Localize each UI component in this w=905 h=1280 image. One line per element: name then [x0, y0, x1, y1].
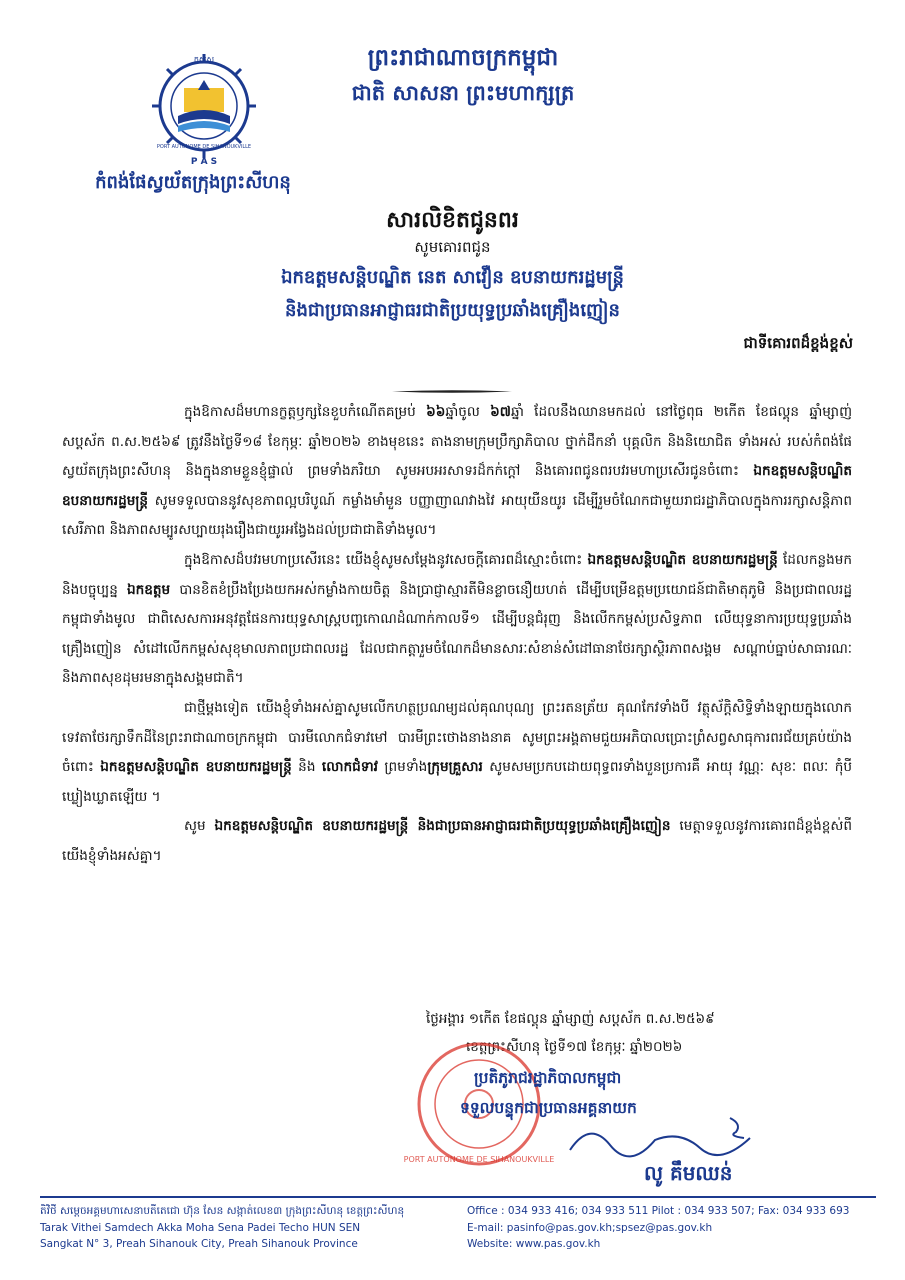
lunar-date: ថ្ងៃអង្គារ ១កើត ខែផល្គុន ឆ្នាំម្សាញ់ សប្តស័ក ព.ស.២៥៦៩ — [426, 1011, 715, 1027]
document-title: សារលិខិតជូនពរ — [386, 207, 519, 233]
recipient-honorific: ជាទីគោរពដ៏ខ្ពង់ខ្ពស់ — [743, 334, 853, 352]
address-english-2: Sangkat N° 3, Preah Sihanouk City, Preah Sihanouk Province — [40, 1238, 358, 1250]
address-khmer: តិវិថី សម្តេចអគ្គមហាសេនាបតីតេជោ ហ៊ុន សែន សង្កាត់លេខ៣ ក្រុងព្រះសីហនុ ខេត្តព្រះសីហនុ — [40, 1205, 405, 1217]
kingdom-line-2: ជាតិ សាសនា ព្រះមហាក្សត្រ — [351, 80, 575, 105]
ornament-divider — [392, 378, 512, 381]
signer-title-1: ប្រតិភូរាជរដ្ឋាភិបាលកម្ពុជា — [474, 1068, 622, 1087]
footer-contact — [467, 1203, 892, 1253]
paragraph-3: ជាថ្មីម្តងទៀត យើងខ្ញុំទាំងអស់គ្នាសូមលើកហត្ថប្រណម្យដល់គុណបុណ្យ ព្រះរតនត្រ័យ គុណកែវទាំងបី វត្ថុស័ក្តិសិទ្ធិទាំងឡាយក្នុងលោក ទេវតាថែរក្សាទឹកដីនៃព្រះរាជាណាចក្រកម្ពុជា បារមីលោកជំទាវមៅ បារមីព្រះថោងនាងនាគ សូមព្រះអង្គតាមជួយអភិបាលប្រោះព្រំសព្វសាធុការពរជ័យគ្រប់យ៉ាងចំពោះ ឯកឧត្តមសន្តិបណ្ឌិត ឧបនាយករដ្ឋមន្ត្រី និង លោកជំទាវ ព្រមទាំងក្រុមគ្រួសារ សូមសមប្រកបដោយពុទ្ធពរទាំងបួនប្រការគឺ អាយុ វណ្ណៈ សុខៈ ពលៈ កុំបីឃ្លៀងឃ្លាតឡើយ ។ — [62, 699, 853, 805]
website-link[interactable]: Website: www.pas.gov.kh — [467, 1238, 601, 1250]
signer-title-2: ទទួលបន្ទុកជាប្រធានអគ្គនាយក — [460, 1098, 637, 1117]
recipient-line-2: និងជាប្រធានអាជ្ញាធរជាតិប្រយុទ្ធប្រឆាំងគ្រឿងញៀន — [285, 300, 620, 321]
paragraph-1: ក្នុងឱកាសដ៏មហានក្ខត្តឫក្សនៃខួបកំណើតគម្រប់ ៦៦ឆ្នាំចូល ៦៧ឆ្នាំ ដែលនឹងឈានមកដល់ នៅថ្ងៃពុធ ២កើត ខែផល្គុន ឆ្នាំម្សាញ់ សប្តស័ក ព.ស.២៥៦៩ ត្រូវនឹងថ្ងៃទី១៨ ខែកុម្ភៈ ឆ្នាំ២០២៦ ខាងមុខនេះ តាងនាមក្រុមប្រឹក្សាភិបាល ថ្នាក់ដឹកនាំ បុគ្គលិក និងនិយោជិត ទាំងអស់ របស់កំពង់ផែស្វយ័តក្រុងព្រះសីហនុ និងក្នុងនាមខ្លួនខ្ញុំផ្ទាល់ ព្រមទាំងភរិយា សូមអបអរសាទរដ៏កក់ក្តៅ និងគោរពជូនពរបវរមហាប្រសើរជូនចំពោះ ឯកឧត្តមសន្តិបណ្ឌិត ឧបនាយករដ្ឋមន្ត្រី សូមទទួលបាននូវសុខភាពល្អបរិបូណ៍ កម្លាំងមាំមួន បញ្ញាញាណវាងវៃ អាយុយឺនយូរ ដើម្បីរួមចំណែកជាមួយរាជរដ្ឋាភិបាលក្នុងការរក្សាសន្តិភាព សេរីភាព និងភាពសម្បូរសប្បាយរុងរឿងជាយូរអង្វែងដល់ប្រជាជាតិទាំងមូល។ — [62, 404, 853, 539]
paragraph-2: ក្នុងឱកាសដ៏បវរមហាប្រសើរនេះ យើងខ្ញុំសូមសម្តែងនូវសេចក្តីគោរពដ៏ស្មោះចំពោះ ឯកឧត្តមសន្តិបណ្ឌិត ឧបនាយករដ្ឋមន្ត្រី ដែលកន្លងមកនិងបច្ចុប្បន្ន ឯកឧត្តម បានខិតខំប្រឹងប្រែងយកអស់កម្លាំងកាយចិត្ត និងប្រាជ្ញាស្មារតីមិនខ្លាចនឿយហត់ ដើម្បីបម្រើឧត្តមប្រយោជន៍ជាតិមាតុភូមិ និងប្រជាពលរដ្ឋកម្ពុជាទាំងមូល ជាពិសេសការអនុវត្តផែនការយុទ្ធសាស្ត្របញ្ចកោណដំណាក់កាលទី១ ដើម្បីបន្តជំរុញ និងលើកកម្ពស់ប្រសិទ្ធភាព លើយុទ្ធនាការប្រយុទ្ធប្រឆាំងគ្រឿងញៀន សំដៅលើកកម្ពស់សុខុមាលភាពប្រជាពលរដ្ឋ ដែលជាកត្តារួមចំណែកដ៏មានសារៈសំខាន់សំដៅធានាថែរក្សាស្ថិរភាពសង្គម សណ្តាប់ធ្នាប់សាធារណៈ និងភាពសុខដុមរមនាក្នុងសង្គមជាតិ។ — [62, 551, 853, 687]
logo-top-text: កសស — [193, 55, 215, 64]
footer-divider — [40, 1196, 876, 1198]
signer-name: លូ គឹមឈន់ — [644, 1161, 733, 1185]
logo-bottom-text: P A S — [190, 157, 218, 167]
paragraph-4: សូម ឯកឧត្តមសន្តិបណ្ឌិត ឧបនាយករដ្ឋមន្ត្រី និងជាប្រធានអាជ្ញាធរជាតិប្រយុទ្ធប្រឆាំងគ្រឿងញៀន មេត្តាទទួលនូវការគោរពដ៏ខ្ពង់ខ្ពស់ពីយើងខ្ញុំទាំងអស់គ្នា។ — [62, 818, 852, 864]
address-english-1: Tarak Vithei Samdech Akka Moha Sena Padei Techo HUN SEN — [40, 1221, 361, 1234]
stamp-text: PORT AUTONOME DE SIHANOUKVILLE — [403, 1155, 555, 1164]
kingdom-line-1: ព្រះរាជាណាចក្រកម្ពុជា — [367, 44, 559, 71]
document-subtitle: សូមគោរពជូន — [414, 238, 491, 256]
email-link[interactable]: E-mail: pasinfo@pas.gov.kh;spsez@pas.gov.kh — [467, 1221, 713, 1234]
letter-body — [62, 398, 852, 872]
recipient-line-1: ឯកឧត្តមសន្តិបណ្ឌិត នេត សាវឿន ឧបនាយករដ្ឋមន្ត្រី — [281, 267, 624, 288]
office-phones: Office : 034 933 416; 034 933 511 Pilot : 034 933 507; Fax: 034 933 693 — [467, 1205, 850, 1217]
logo-ring-text: PORT AUTONOME DE SIHANOUKVILLE — [156, 144, 252, 150]
pas-logo — [148, 50, 260, 166]
footer-address — [40, 1203, 460, 1253]
solar-date: ខេត្តព្រះសីហនុ ថ្ងៃទី១៧ ខែកុម្ភៈ ឆ្នាំ២០២៦ — [466, 1039, 683, 1055]
organization-name: កំពង់ផែស្វយ័តក្រុងព្រះសីហនុ — [95, 172, 291, 193]
